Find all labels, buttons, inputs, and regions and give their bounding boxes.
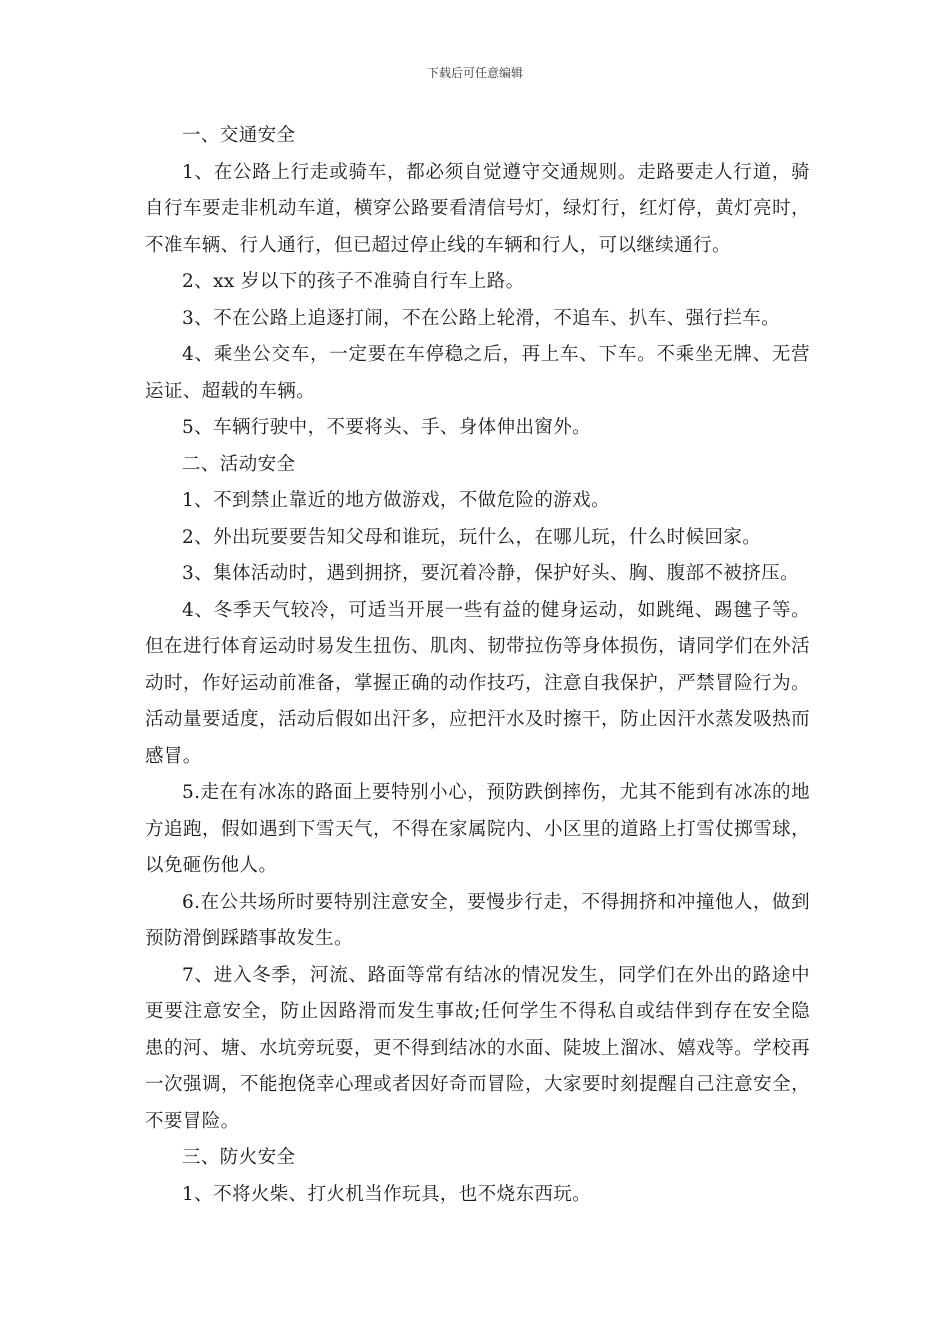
paragraph: 4、冬季天气较冷，可适当开展一些有益的健身运动，如跳绳、踢毽子等。但在进行体育运动时易发生扭伤、肌肉、韧带拉伤等身体损伤，请同学们在外活动时，作好运动前准备，掌握正确的动作技巧，注意自我保护，严禁冒险行为。活动量要适度，活动后假如出汗多，应把汗水及时擦干，防止因汗水蒸发吸热而感冒。 (145, 599, 810, 767)
section-heading-activity: 二、活动安全 (182, 453, 296, 475)
paragraph: 6.在公共场所时要特别注意安全，要慢步行走，不得拥挤和冲撞他人，做到预防滑倒踩踏事故发生。 (145, 891, 810, 949)
paragraph: 7、进入冬季，河流、路面等常有结冰的情况发生，同学们在外出的路途中更要注意安全，防止因路滑而发生事故;任何学生不得私自或结伴到存在安全隐患的河、塘、水坑旁玩耍，更不得到结冰的水面、陡坡上溜冰、嬉戏等。学校再一次强调，不能抱侥幸心理或者因好奇而冒险，大家要时刻提醒自己注意安全，不要冒险。 (145, 964, 810, 1132)
paragraph: 5.走在有冰冻的路面上要特别小心，预防跌倒摔伤，尤其不能到有冰冻的地方追跑，假如遇到下雪天气，不得在家属院内、小区里的道路上打雪仗掷雪球，以免砸伤他人。 (145, 782, 810, 876)
paragraph: 2、外出玩要要告知父母和谁玩，玩什么，在哪儿玩，什么时候回家。 (182, 526, 762, 548)
paragraph: 2、xx 岁以下的孩子不准骑自行车上路。 (182, 271, 525, 292)
page-header: 下载后可任意编辑 (426, 66, 523, 80)
paragraph: 3、不在公路上追逐打闹，不在公路上轮滑，不追车、扒车、强行拦车。 (182, 307, 781, 329)
paragraph: 3、集体活动时，遇到拥挤，要沉着冷静，保护好头、胸、腹部不被挤压。 (182, 563, 799, 584)
paragraph: 5、车辆行驶中，不要将头、手、身体伸出窗外。 (182, 417, 592, 438)
paragraph: 4、乘坐公交车，一定要在车停稳之后，再上车、下车。不乘坐无牌、无营运证、超载的车辆。 (145, 344, 810, 402)
document-body (145, 118, 810, 1213)
paragraph: 1、不将火柴、打火机当作玩具，也不烧东西玩。 (182, 1183, 592, 1205)
paragraph: 1、在公路上行走或骑车，都必须自觉遵守交通规则。走路要走人行道，骑自行车要走非机动车道，横穿公路要看清信号灯，绿灯行，红灯停，黄灯亮时，不准车辆、行人通行，但已超过停止线的车辆和行人，可以继续通行。 (145, 161, 810, 256)
paragraph: 1、不到禁止靠近的地方做游戏，不做危险的游戏。 (182, 490, 610, 511)
section-heading-traffic: 一、交通安全 (182, 125, 296, 146)
section-heading-fire: 三、防火安全 (182, 1147, 296, 1168)
